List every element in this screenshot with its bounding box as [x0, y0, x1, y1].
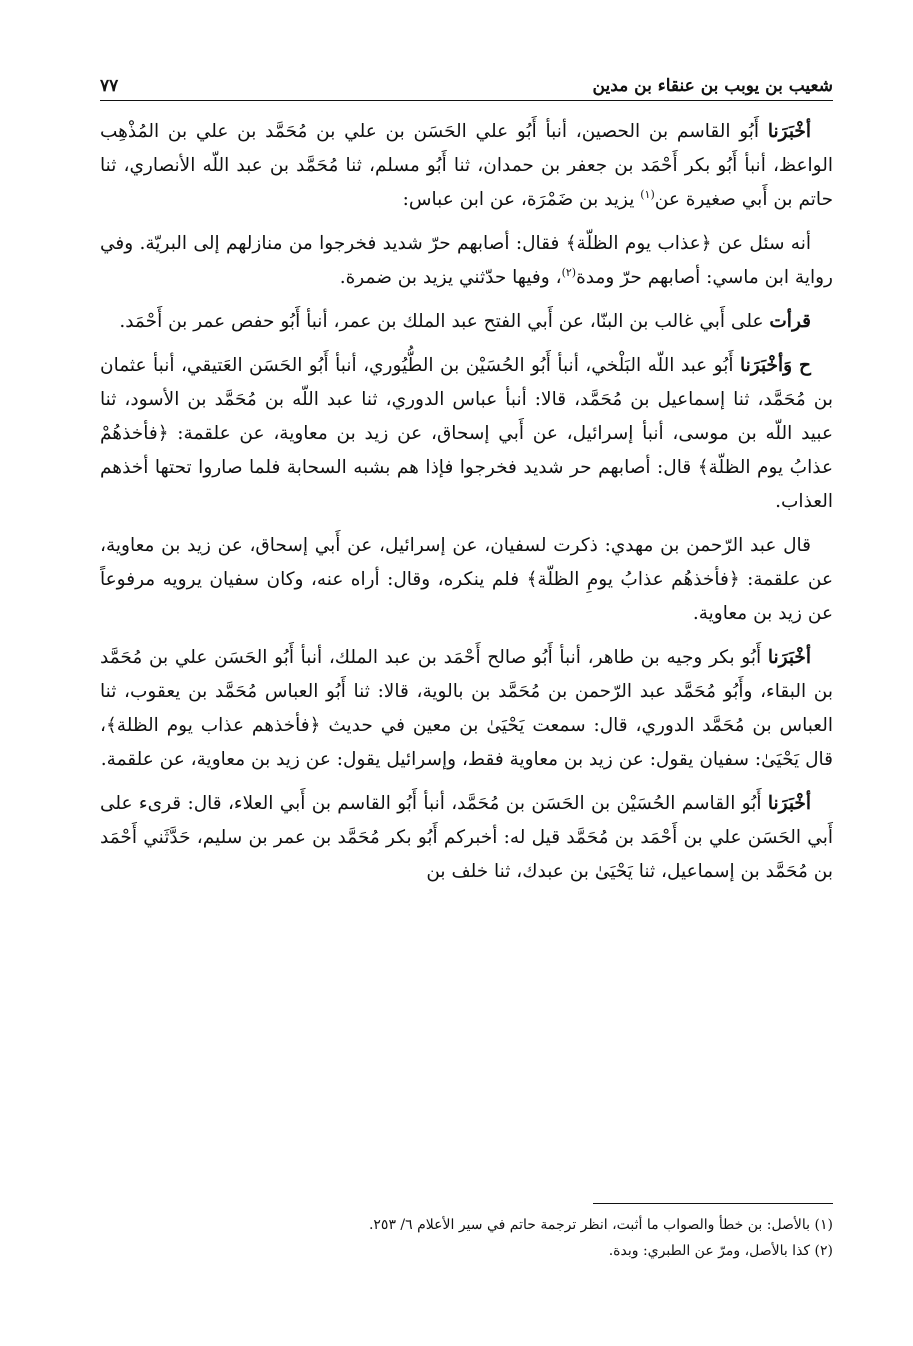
footnote-divider [593, 1203, 833, 1204]
paragraph-lead: أخْبَرَنا [767, 121, 811, 142]
footnote-1: (١) بالأصل: بن خطأ والصواب ما أثبت، انظر ترجمة حاتم في سير الأعلام ٦/ ٢٥٣. [368, 1217, 833, 1233]
paragraph-2: أنه سئل عن ﴿عذاب يوم الظلّة﴾ فقال: أصابهم حرّ شديد فخرجوا من منازلهم إلى البريّة. وفي رواية ابن ماسي: أصابهم حرّ ومدة$^{(٢)}$، وفيها حدّثني يزيد بن ضمرة. [100, 233, 833, 288]
paragraph-lead: أخْبَرَنا [767, 793, 811, 814]
paragraph-lead: ح وَأخْبَرَنا [739, 355, 811, 376]
paragraph-lead: أخْبَرَنا [767, 647, 811, 668]
page-number: ٧٧ [100, 76, 119, 96]
paragraph-1: أخْبَرَنا أَبُو القاسم بن الحصين، أنبأ أَبُو علي الحَسَن بن علي بن مُحَمَّد بن علي بن المُذْهِب الواعظ، أنبأ أَبُو بكر أَحْمَد بن جعفر بن حمدان، ثنا أَبُو مسلم، ثنا مُحَمَّد بن عبد اللّه الأنصاري، ثنا حاتم بن أَبي صغيرة عن$^{(١)}$ يزيد بن ضَمْرَة، عن ابن عباس: [100, 121, 833, 210]
main-text [100, 115, 833, 889]
paragraph-5: قال عبد الرّحمن بن مهدي: ذكرت لسفيان، عن إسرائيل، عن أَبي إسحاق، عن زيد بن معاوية، عن علقمة: ﴿فأخذهُم عذابُ يومِ الظلّة﴾ فلم ينكره، وقال: أراه عنه، وكان سفيان يرويه مرفوعاً عن زيد بن معاوية. [100, 535, 833, 624]
paragraph-4: ح وَأخْبَرَنا أَبُو عبد اللّه البَلْخي، أنبأ أَبُو الحُسَيْن بن الطُّيُوري، أنبأ أَبُو الحَسَن العَتيقي، أنبأ عثمان بن مُحَمَّد، ثنا إسماعيل بن مُحَمَّد، قالا: أنبأ عباس الدوري، ثنا عبد اللّه بن مُحَمَّد بن الأسود، ثنا عبيد اللّه بن موسى، أنبأ إسرائيل، عن أَبي إسحاق، عن زيد بن معاوية، عن علقمة: ﴿فأخذهُمْ عذابُ يوم الظلّة﴾ قال: أصابهم حر شديد فخرجوا فإذا هم بشبه السحابة فلما صاروا تحتها أخذهم العذاب. [100, 355, 833, 512]
footnote-ref-1[interactable]: (١) [640, 187, 655, 201]
footnote-ref-2[interactable]: (٢) [561, 265, 577, 279]
paragraph-7: أخْبَرَنا أَبُو القاسم الحُسَيْن بن الحَسَن بن مُحَمَّد، أنبأ أَبُو القاسم بن أَبي العلاء، قال: قرىء على أَبي الحَسَن علي بن أَحْمَد بن مُحَمَّد قيل له: أخبركم أَبُو بكر مُحَمَّد بن عمر بن سليم، حَدَّثَني أَحْمَد بن مُحَمَّد بن إسماعيل، ثنا يَحْيَىٰ بن عبدك، ثنا خلف بن [100, 793, 833, 882]
paragraph-lead: قرأت [769, 311, 811, 332]
page-header [100, 62, 833, 101]
footnotes [100, 1212, 833, 1264]
paragraph-3: قرأت على أَبي غالب بن البنّا، عن أَبي الفتح عبد الملك بن عمر، أنبأ أَبُو حفص عمر بن أَحْمَد. [119, 311, 811, 332]
footnote-2: (٢) كذا بالأصل، ومرّ عن الطبري: وبدة. [608, 1243, 833, 1259]
paragraph-6: أخْبَرَنا أَبُو بكر وجيه بن طاهر، أنبأ أَبُو صالح أَحْمَد بن عبد الملك، أنبأ أَبُو الحَسَن علي بن مُحَمَّد بن البقاء، وأَبُو مُحَمَّد عبد الرّحمن بن مُحَمَّد بن بالوية، قالا: ثنا أَبُو العباس مُحَمَّد بن يعقوب، ثنا العباس بن مُحَمَّد الدوري، قال: سمعت يَحْيَىٰ بن معين في حديث ﴿فأخذهم عذاب يوم الظلة﴾، قال يَحْيَىٰ: سفيان يقول: عن زيد بن معاوية فقط، وإسرائيل يقول: عن زيد بن معاوية، عن علقمة. [100, 647, 833, 770]
running-title: شعيب بن يوبب بن عنقاء بن مدين [592, 76, 833, 96]
